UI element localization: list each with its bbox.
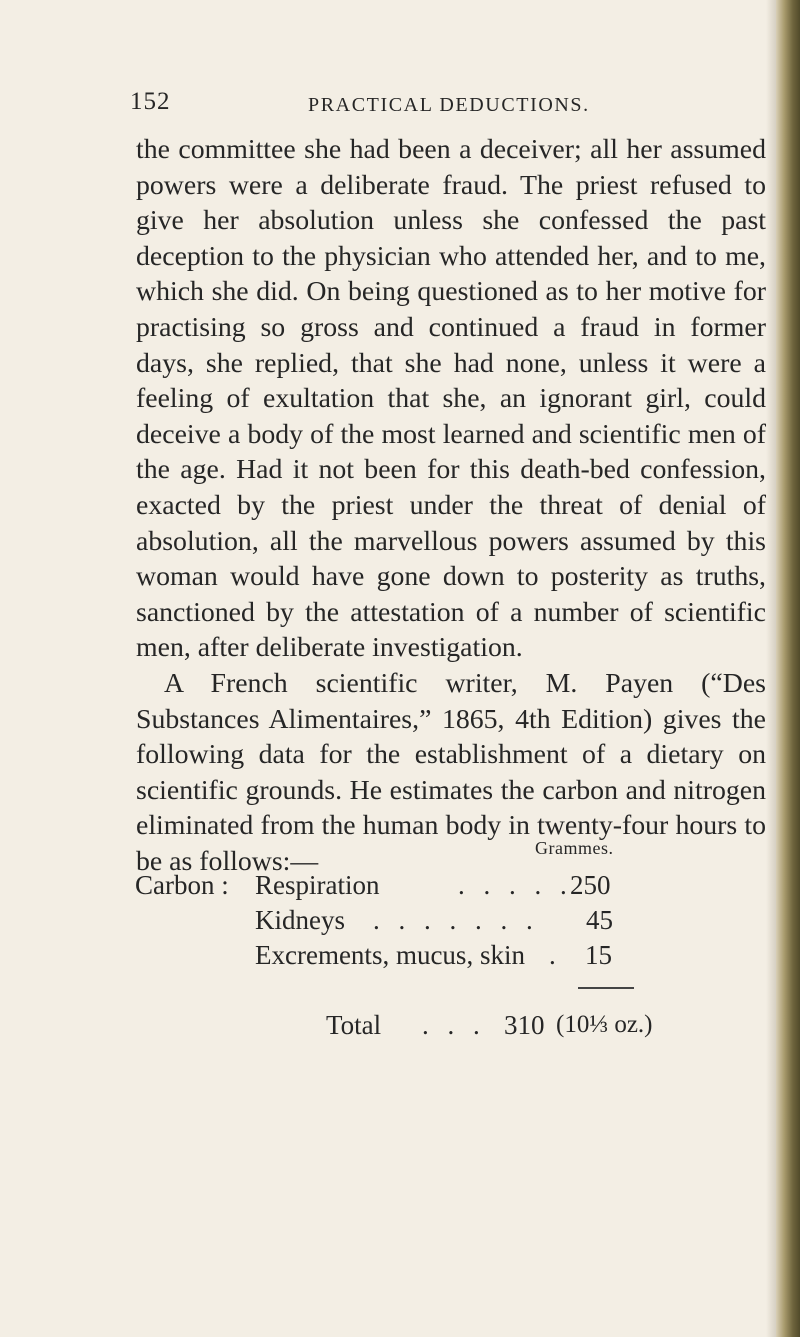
- row-leader: . . . . . . .: [373, 905, 539, 935]
- row-value: 15: [585, 940, 612, 970]
- unit-header: Grammes.: [535, 838, 614, 858]
- row-value: 45: [586, 905, 613, 935]
- total-value: 310: [504, 1010, 545, 1040]
- page-header: [0, 88, 800, 128]
- row-item: Respiration: [255, 870, 380, 900]
- row-value: 250: [570, 870, 611, 900]
- table-row: [135, 905, 655, 939]
- paragraph-2: A French scientific writer, M. Payen (“Des Substances Alimentaires,” 1865, 4th Edition) gives the following data for the establishment of a dietary on scientific grounds. He estimates the carbon and nitrogen eliminated from the human body in twenty-four hours to be as follows:—: [136, 667, 766, 877]
- table-row: [135, 940, 655, 974]
- group-label: Carbon :: [135, 870, 229, 900]
- row-item: Kidneys: [255, 905, 345, 935]
- total-label: Total: [326, 1010, 382, 1040]
- page-edge: [776, 0, 800, 1337]
- page-number: 152: [130, 88, 171, 115]
- paragraph-1: the committee she had been a deceiver; all her assumed powers were a deliberate fraud. The priest refused to give her absolution unless she confessed the past deception to the physician who attended her, and to me, which she did. On being questioned as to her motive for practising so gross and continued a fraud in former days, she replied, that she had none, unless it were a feeling of exultation that she, an ignorant girl, could deceive a body of the most learned and scientific men of the age. Had it not been for this death-bed confession, exacted by the priest under the threat of denial of absolution, all the marvellous powers assumed by this woman would have gone down to posterity as truths, sanctioned by the attestation of a number of scientific men, after deliberate investigation.: [136, 134, 766, 664]
- sum-rule: [578, 987, 634, 989]
- page-edge-shadow: [766, 0, 776, 1337]
- total-leader: . . .: [422, 1010, 486, 1040]
- table-row: [135, 870, 655, 904]
- body-text: [136, 132, 766, 879]
- row-item: Excrements, mucus, skin: [255, 940, 525, 970]
- row-leader: .: [549, 940, 562, 970]
- row-leader: . . . . .: [458, 870, 573, 900]
- running-head: PRACTICAL DEDUCTIONS.: [308, 94, 590, 116]
- carbon-table: [0, 838, 800, 1078]
- total-note: (10⅓ oz.): [556, 1011, 653, 1038]
